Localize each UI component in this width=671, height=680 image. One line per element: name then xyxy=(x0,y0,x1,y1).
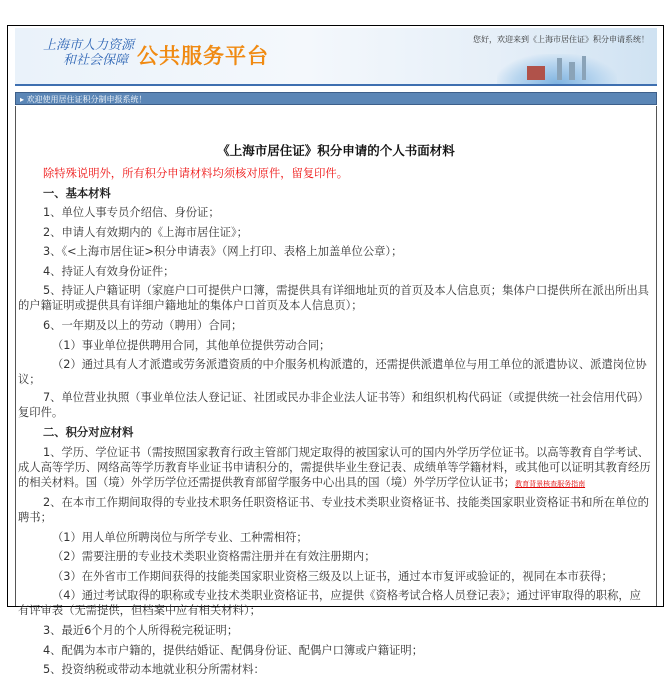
list-item: （1）用人单位所聘岗位与所学专业、工种需相符； xyxy=(52,530,308,544)
list-item: 2、申请人有效期内的《上海市居住证》； xyxy=(43,225,248,239)
document-body xyxy=(18,164,652,680)
logo-text xyxy=(43,38,134,68)
list-item: （2）需要注册的专业技术类职业资格需注册并在有效注册期内； xyxy=(52,550,376,563)
list-item: 4、配偶为本市户籍的，提供结婚证、配偶身份证、配偶户口簿或户籍证明； xyxy=(43,643,423,657)
list-item: 3、《<上海市居住证>积分申请表》（网上打印、表格上加盖单位公章）； xyxy=(43,245,403,258)
list-item: 2、在本市工作期间取得的专业技术职务任职资格证书、专业技术类职业资格证书、技能类国家职业资格证书和所在单位的聘书； xyxy=(18,495,649,524)
list-item: 3、最近6个月的个人所得税完税证明； xyxy=(43,624,239,637)
section-heading: 二、积分对应材料 xyxy=(43,426,134,439)
content-panel xyxy=(15,106,657,676)
list-item: （4）通过考试取得的职称或专业技术类职业资格证书，应提供《资格考试合格人员登记表》；通过评审取得的职称，应有评审表（无需提供，但档案中应有相关材料）； xyxy=(18,589,641,617)
page-frame xyxy=(7,25,664,676)
list-item: 1、单位人事专员介绍信、身份证； xyxy=(43,206,220,219)
list-item: （1）事业单位提供聘用合同，其他单位提供劳动合同； xyxy=(52,338,331,352)
skyline-banner-image xyxy=(497,54,617,84)
list-item: （2）通过具有人才派遣或劳务派遣资质的中介服务机构派遣的，还需提供派遣单位与用工单位的派遣协议、派遣岗位协议； xyxy=(18,358,647,386)
list-item: 5、投资纳税或带动本地就业积分所需材料： xyxy=(43,663,265,676)
site-header xyxy=(15,28,657,86)
greeting-text: 您好，欢迎来到《上海市居住证》积分申请系统！ xyxy=(473,35,649,44)
page-title: 《上海市居住证》积分申请的个人书面材料 xyxy=(217,143,455,158)
guide-link[interactable]: 教育背景核查服务指南 xyxy=(515,479,586,488)
list-item: 6、一年期及以上的劳动（聘用）合同； xyxy=(43,319,243,332)
list-item: 5、持证人户籍证明（家庭户口可提供户口簿，需提供具有详细地址页的首页及本人信息页；集体户口提供所在派出所出具的户籍证明或提供具有详细户籍地址的集体户口首页及本人信息页）； xyxy=(18,284,649,312)
list-item: 7、单位营业执照（事业单位法人登记证、社团或民办非企业法人证书等）和组织机构代码证（或提供统一社会信用代码）复印件。 xyxy=(18,391,649,419)
logo-line2: 和社会保障 xyxy=(63,53,129,68)
section-heading: 一、基本材料 xyxy=(43,186,111,200)
list-item xyxy=(18,445,652,492)
platform-name: 公共服务平台 xyxy=(137,44,269,68)
notice-text: 除特殊说明外，所有积分申请材料均须核对原件，留复印件。 xyxy=(43,167,349,180)
triangle-icon: ▸ xyxy=(20,95,27,104)
logo-line1: 上海市人力资源 xyxy=(43,38,135,53)
nav-bar-text: 欢迎使用居住证积分制申报系统！ xyxy=(26,95,147,104)
list-item-text: 1、学历、学位证书（需按照国家教育行政主管部门规定取得的被国家认可的国内外学历学位证书。以高等教育自学考试、成人高等学历、网络高等学历教育毕业证书申请积分的，需提供毕业生登记表、成绩单等学籍材料，或其他可以证明其教育经历的相关材料。国（境）外学历学位还需提供教育部留学服务中心出具的国（境）外学历学位认证书； xyxy=(18,445,651,489)
list-item: 4、持证人有效身份证件； xyxy=(43,264,175,278)
nav-bar xyxy=(15,92,657,105)
list-item: （3）在外省市工作期间获得的技能类国家职业资格三级及以上证书，通过本市复评或验证的，视同在本市获得； xyxy=(52,569,613,583)
